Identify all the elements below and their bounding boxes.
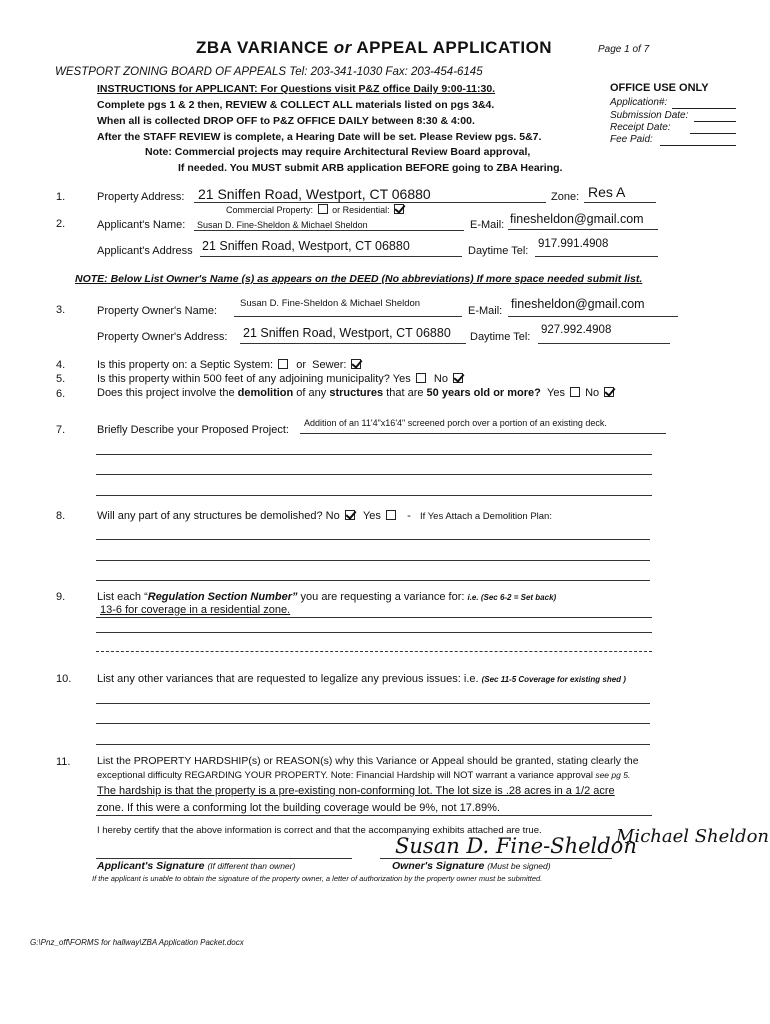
applicant-email-value: finesheldon@gmail.com: [510, 212, 644, 226]
zone-value: Res A: [588, 184, 626, 200]
file-path-footer: G:\Pnz_off\FORMS for hallway\ZBA Application Packet.docx: [30, 938, 244, 947]
office-submission-line[interactable]: [694, 121, 736, 122]
applicant-tel-label: Daytime Tel:: [468, 245, 529, 257]
demolished-yes-checkbox[interactable]: [386, 510, 396, 520]
applicant-tel-value: 917.991.4908: [538, 238, 609, 250]
board-contact-line: WESTPORT ZONING BOARD OF APPEALS Tel: 203-341-1030 Fax: 203-454-6145: [55, 66, 483, 78]
owner-email-value: finesheldon@gmail.com: [511, 297, 645, 311]
q9-value: 13-6 for coverage in a residential zone.: [100, 604, 291, 616]
item-number-10: 10.: [56, 673, 72, 685]
property-address-line[interactable]: [194, 202, 546, 203]
applicant-email-line[interactable]: [508, 229, 658, 230]
applicant-name-value: Susan D. Fine-Sheldon & Michael Sheldon: [197, 220, 368, 230]
office-use-heading: OFFICE USE ONLY: [610, 82, 709, 94]
demolition-yes-checkbox[interactable]: [570, 387, 580, 397]
owner-signature-line[interactable]: [380, 858, 612, 859]
q4-septic-row: Is this property on: a Septic System: or Sewer:: [97, 359, 363, 371]
item-number-1: 1.: [56, 191, 66, 203]
applicant-address-label: Applicant's Address: [97, 245, 193, 257]
instructions-line-3: When all is collected DROP OFF to P&Z OFFICE DAILY between 8:30 & 4:00.: [97, 115, 475, 127]
item-number-7: 7.: [56, 424, 66, 436]
applicant-name-line[interactable]: [194, 230, 464, 231]
property-type-row: Commercial Property: or Residential:: [226, 204, 406, 215]
residential-checkbox[interactable]: [394, 204, 404, 214]
owner-name-value: Susan D. Fine-Sheldon & Michael Sheldon: [240, 298, 421, 309]
q10-line-3[interactable]: [96, 744, 650, 745]
sewer-checkbox[interactable]: [351, 359, 361, 369]
owner-signature-1: Susan D. Fine-Sheldon: [395, 834, 637, 858]
owner-tel-label: Daytime Tel:: [470, 331, 531, 343]
q7-value: Addition of an 11'4"x16'4" screened porch over a portion of an existing deck.: [304, 418, 607, 428]
owner-tel-value: 927.992.4908: [541, 324, 612, 336]
q10-line-2[interactable]: [96, 723, 650, 724]
property-address-value: 21 Sniffen Road, Westport, CT 06880: [198, 186, 431, 202]
certify-statement: I hereby certify that the above information is correct and that the accompanying exhibits attached are true.: [97, 825, 542, 836]
instructions-line-6: If needed. You MUST submit ARB application BEFORE going to ZBA Hearing.: [178, 162, 563, 174]
q5-municipality-row: Is this property within 500 feet of any adjoining municipality? Yes No: [97, 373, 465, 385]
instructions-line-4: After the STAFF REVIEW is complete, a Hearing Date will be set. Please Review pgs. 5&7.: [97, 131, 542, 143]
owner-address-value: 21 Sniffen Road, Westport, CT 06880: [243, 326, 451, 340]
q7-line-1[interactable]: [300, 433, 666, 434]
item-number-8: 8.: [56, 510, 66, 522]
owner-tel-line[interactable]: [538, 343, 670, 344]
demolition-no-checkbox[interactable]: [604, 387, 614, 397]
q7-line-4[interactable]: [96, 495, 652, 496]
q6-demolition-row: Does this project involve the demolition of any structures that are 50 years old or more? Yes No: [97, 387, 616, 399]
owner-note: NOTE: Below List Owner's Name (s) as appears on the DEED (No abbreviations) If more space needed submit list.: [75, 273, 643, 285]
item-number-11: 11.: [56, 756, 71, 768]
owner-address-line[interactable]: [240, 343, 466, 344]
q8-row: Will any part of any structures be demolished? No Yes - If Yes Attach a Demolition Plan:: [97, 510, 552, 522]
septic-checkbox[interactable]: [278, 359, 288, 369]
q7-line-3[interactable]: [96, 474, 652, 475]
instructions-line-1: INSTRUCTIONS for APPLICANT: For Questions visit P&Z office Daily 9:00-11:30.: [97, 83, 496, 95]
municipality-no-checkbox[interactable]: [453, 373, 463, 383]
owner-name-label: Property Owner's Name:: [97, 305, 218, 317]
q9-label: List each “Regulation Section Number” you are requesting a variance for: i.e. (Sec 6-2 = Set back): [97, 591, 557, 603]
applicant-signature-line[interactable]: [96, 858, 352, 859]
owner-signature-label: Owner's Signature (Must be signed): [392, 860, 551, 872]
applicant-name-label: Applicant's Name:: [97, 219, 186, 231]
q10-line-1[interactable]: [96, 703, 650, 704]
commercial-checkbox[interactable]: [318, 204, 328, 214]
applicant-signature-label: Applicant's Signature (If different than owner): [97, 860, 296, 872]
form-title: ZBA VARIANCE or APPEAL APPLICATION: [196, 38, 553, 57]
q9-line-1[interactable]: [96, 617, 652, 618]
item-number-3: 3.: [56, 304, 66, 316]
office-fee-line[interactable]: [660, 145, 736, 146]
q8-line-3[interactable]: [96, 580, 650, 581]
q9-line-2[interactable]: [96, 632, 652, 633]
office-fee-label: Fee Paid:: [610, 134, 653, 145]
item-number-5: 5.: [56, 373, 66, 385]
municipality-yes-checkbox[interactable]: [416, 373, 426, 383]
q8-line-2[interactable]: [96, 560, 650, 561]
page-number: Page 1 of 7: [598, 44, 650, 55]
zone-line[interactable]: [584, 202, 656, 203]
office-application-line[interactable]: [672, 108, 736, 109]
q11-line-a: List the PROPERTY HARDSHIP(s) or REASON(s) why this Variance or Appeal should be granted, stating clearly the: [97, 755, 639, 767]
owner-signature-2: Michael Sheldon: [616, 826, 770, 847]
owner-name-line[interactable]: [234, 316, 462, 317]
q11-value-2: zone. If this were a conforming lot the building coverage would be 9%, not 17.89%.: [97, 802, 500, 814]
office-application-label: Application#:: [610, 97, 668, 108]
q7-line-2[interactable]: [96, 454, 652, 455]
office-receipt-label: Receipt Date:: [610, 122, 671, 133]
q11-line[interactable]: [96, 815, 652, 816]
item-number-2: 2.: [56, 218, 66, 230]
instructions-line-5: Note: Commercial projects may require Architectural Review Board approval,: [145, 146, 531, 158]
applicant-address-value: 21 Sniffen Road, Westport, CT 06880: [202, 239, 410, 253]
unable-signature-note: If the applicant is unable to obtain the signature of the property owner, a letter of authorization by the property owner must be submitted.: [92, 874, 543, 883]
q11-value-1: The hardship is that the property is a pre-existing non-conforming lot. The lot size is .28 acres in a 1/2 acre: [97, 785, 615, 797]
instructions-line-2: Complete pgs 1 & 2 then, REVIEW & COLLECT ALL materials listed on pgs 3&4.: [97, 99, 495, 111]
office-receipt-line[interactable]: [690, 133, 736, 134]
q11-line-b: exceptional difficulty REGARDING YOUR PROPERTY. Note: Financial Hardship will NOT warrant a variance approval see pg 5.: [97, 770, 631, 781]
item-number-4: 4.: [56, 359, 66, 371]
q7-label: Briefly Describe your Proposed Project:: [97, 424, 289, 436]
applicant-tel-line[interactable]: [535, 256, 658, 257]
zone-label: Zone:: [551, 191, 580, 203]
item-number-9: 9.: [56, 591, 66, 603]
owner-email-label: E-Mail:: [468, 305, 503, 317]
office-submission-label: Submission Date:: [610, 110, 689, 121]
owner-address-label: Property Owner's Address:: [97, 331, 228, 343]
q8-line-1[interactable]: [96, 539, 650, 540]
demolished-no-checkbox[interactable]: [345, 510, 355, 520]
applicant-address-line[interactable]: [200, 256, 462, 257]
q10-label: List any other variances that are requested to legalize any previous issues: i.e. (Sec 11-5 Coverage for existing shed ): [97, 673, 626, 685]
owner-email-line[interactable]: [508, 316, 678, 317]
item-number-6: 6.: [56, 388, 66, 400]
q9-line-3[interactable]: [96, 651, 652, 652]
property-address-label: Property Address:: [97, 191, 185, 203]
applicant-email-label: E-Mail:: [470, 219, 505, 231]
